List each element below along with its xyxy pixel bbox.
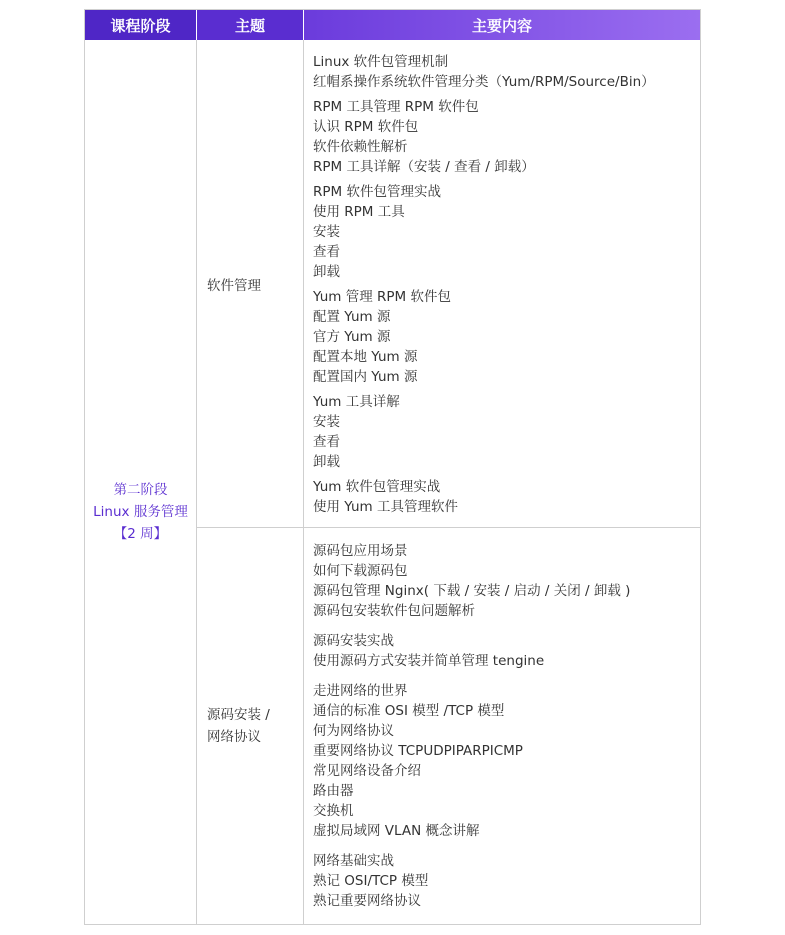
stage-name: 第二阶段 (113, 482, 168, 498)
header-topic: 主题 (197, 10, 304, 40)
content-line: 配置本地 Yum 源 (313, 349, 418, 365)
content-line: 常见网络设备介绍 (313, 763, 421, 779)
content-group (313, 477, 700, 517)
content-group (313, 182, 700, 282)
content-line: 走进网络的世界 (313, 683, 408, 699)
content-line: 卸载 (313, 454, 340, 470)
content-line: Linux 软件包管理机制 (313, 54, 449, 70)
topic-text: 软件管理 (207, 277, 261, 294)
content-line: 配置 Yum 源 (313, 309, 391, 325)
content-line: Yum 工具详解 (313, 394, 400, 410)
content-line: 使用 Yum 工具管理软件 (313, 499, 458, 515)
content-line: 虚拟局域网 VLAN 概念讲解 (313, 823, 480, 839)
content-line: RPM 工具详解（安装 / 查看 / 卸载） (313, 159, 535, 175)
topic-cell-2 (197, 528, 304, 924)
content-line: 官方 Yum 源 (313, 329, 391, 345)
content-line: 查看 (313, 244, 340, 260)
content-line: 如何下载源码包 (313, 563, 408, 579)
content-group (313, 287, 700, 387)
content-group (313, 52, 700, 92)
content-line: 认识 RPM 软件包 (313, 119, 419, 135)
content-line: 源码包应用场景 (313, 543, 408, 559)
content-line: 源码包管理 Nginx( 下载 / 安装 / 启动 / 关闭 / 卸载 ) (313, 583, 631, 599)
content-line: 软件依赖性解析 (313, 139, 408, 155)
content-line: 安装 (313, 224, 340, 240)
content-line: 熟记重要网络协议 (313, 893, 421, 909)
content-group (313, 541, 700, 621)
content-line: 使用源码方式安装并简单管理 tengine (313, 653, 545, 669)
topic-text: 源码安装 / (207, 707, 270, 723)
content-line: Yum 软件包管理实战 (313, 479, 441, 495)
content-line: RPM 软件包管理实战 (313, 184, 441, 200)
content-group (313, 681, 700, 841)
content-line: RPM 工具管理 RPM 软件包 (313, 99, 479, 115)
content-cell-1 (304, 40, 700, 528)
content-line: 卸载 (313, 264, 340, 280)
content-group (313, 851, 700, 911)
stage-cell (85, 40, 197, 924)
content-line: 源码安装实战 (313, 633, 394, 649)
topic-cell-1 (197, 40, 304, 528)
content-line: 网络基础实战 (313, 853, 394, 869)
header-content: 主要内容 (304, 10, 700, 40)
content-line: 熟记 OSI/TCP 模型 (313, 873, 429, 889)
stage-duration: 【2 周】 (113, 526, 168, 542)
content-line: 源码包安装软件包问题解析 (313, 603, 475, 619)
content-line: 路由器 (313, 783, 354, 799)
content-line: Yum 管理 RPM 软件包 (313, 289, 451, 305)
content-group (313, 631, 700, 671)
content-line: 查看 (313, 434, 340, 450)
content-line: 交换机 (313, 803, 354, 819)
topic-text: 网络协议 (207, 729, 261, 745)
content-line: 配置国内 Yum 源 (313, 369, 418, 385)
content-line: 使用 RPM 工具 (313, 204, 405, 220)
content-group (313, 97, 700, 177)
content-line: 安装 (313, 414, 340, 430)
header-stage: 课程阶段 (85, 10, 197, 40)
content-line: 何为网络协议 (313, 723, 394, 739)
content-line: 通信的标准 OSI 模型 /TCP 模型 (313, 703, 505, 719)
course-table (84, 9, 701, 925)
content-cell-2 (304, 528, 700, 924)
stage-title: Linux 服务管理 (93, 504, 188, 520)
content-group (313, 392, 700, 472)
content-line: 红帽系操作系统软件管理分类（Yum/RPM/Source/Bin） (313, 74, 655, 90)
content-line: 重要网络协议 TCPUDPIPARPICMP (313, 743, 523, 759)
